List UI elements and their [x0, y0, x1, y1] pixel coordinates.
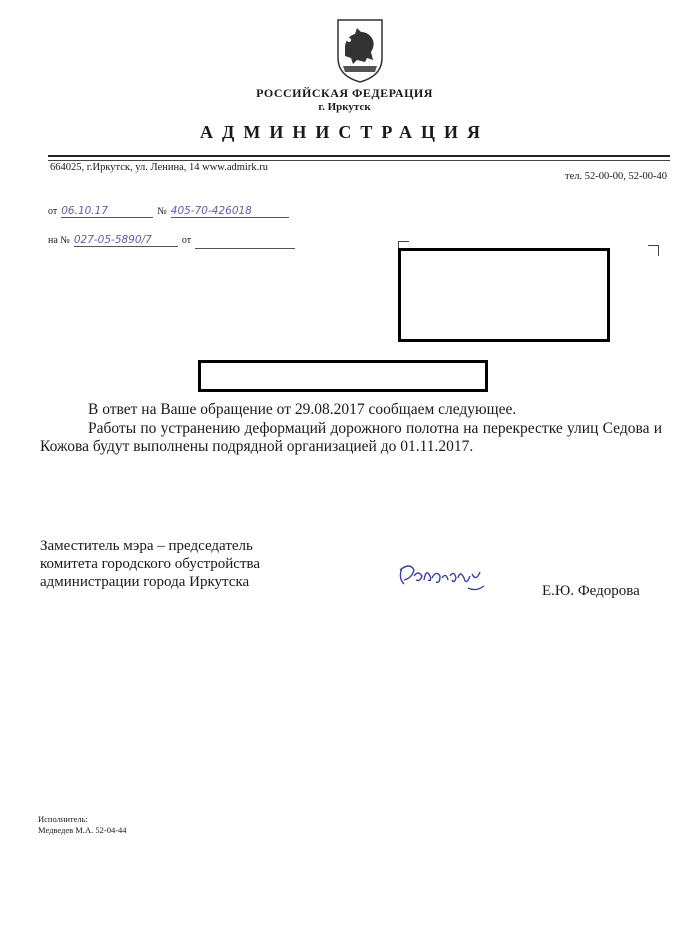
signatory-title-line: Заместитель мэра – председатель: [40, 538, 253, 554]
letter-body: [40, 401, 662, 457]
outgoing-date: 06.10.17: [61, 205, 153, 218]
executor-block: [38, 814, 127, 835]
header-rule-thin: [48, 160, 670, 161]
city-emblem-icon: [335, 18, 385, 84]
executor-contact: Медведев М.А. 52-04-44: [38, 824, 127, 835]
number-label: №: [157, 206, 167, 217]
redacted-addressee-box: [398, 248, 610, 342]
signatory-title-line: администрации города Иркутска: [40, 574, 250, 590]
body-paragraph: Работы по устранению деформаций дорожного полотна на перекрестке улиц Седова и Кожова будут выполнены подрядной организацией до 01.11.2017.: [40, 419, 662, 456]
addressee-corner-right: [648, 245, 659, 256]
redacted-salutation-box: [198, 360, 488, 392]
signatory-name: Е.Ю. Федорова: [542, 583, 640, 599]
reply-from-label: от: [181, 235, 192, 246]
body-paragraph: В ответ на Ваше обращение от 29.08.2017 сообщаем следующее.: [88, 401, 517, 418]
handwritten-signature: [396, 558, 488, 596]
outgoing-number: 405-70-426018: [171, 205, 289, 218]
address-line: 664025, г.Иркутск, ул. Ленина, 14 www.admirk.ru: [50, 162, 268, 173]
reference-line-outgoing: [48, 201, 289, 219]
phone-line: тел. 52-00-00, 52-00-40: [565, 171, 667, 182]
organization-title: АДМИНИСТРАЦИЯ: [199, 122, 490, 142]
executor-label: Исполнитель:: [38, 814, 88, 824]
reply-date-blank: [195, 230, 295, 249]
country-heading: РОССИЙСКАЯ ФЕДЕРАЦИЯ: [256, 86, 433, 100]
signatory-title: [40, 537, 260, 591]
reply-number-label: на №: [48, 235, 70, 246]
header-rule-thick: [48, 155, 670, 157]
reference-line-incoming: [48, 230, 295, 249]
signatory-title-line: комитета городского обустройства: [40, 556, 261, 572]
from-label: от: [48, 206, 58, 217]
reply-number: 027-05-5890/7: [74, 234, 178, 247]
city-heading: г. Иркутск: [318, 101, 371, 113]
